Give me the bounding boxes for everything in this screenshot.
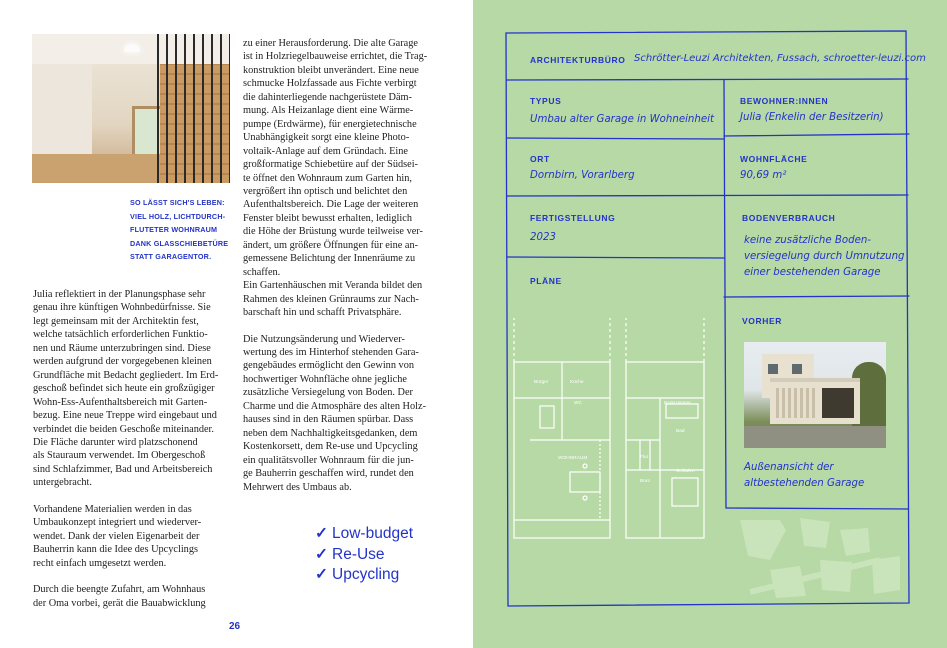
value-ort: Dornbirn, Vorarlberg — [530, 170, 635, 181]
plan-room-label: Bürger — [534, 380, 549, 385]
label-fertigstellung: FERTIGSTELLUNG — [530, 213, 616, 223]
divider-line — [507, 79, 908, 80]
checkmark-icon: ✓ — [315, 566, 328, 583]
plan-room-label: Küche — [570, 380, 584, 385]
value-bewohner: Julia (Enkelin der Besitzerin) — [740, 112, 884, 123]
label-typus: TYPUS — [530, 96, 562, 106]
divider-line — [724, 80, 726, 508]
divider-line — [724, 134, 909, 136]
site-plan — [740, 518, 900, 598]
value-wohnflaeche: 90,69 m² — [740, 170, 787, 181]
value-typus: Umbau alter Garage in Wohneinheit — [530, 114, 714, 125]
checkmark-icon: ✓ — [315, 525, 328, 542]
label-bewohner: BEWOHNER:INNEN — [740, 96, 829, 106]
value-fertigstellung: 2023 — [530, 232, 556, 243]
plan-room-label: Flur — [640, 455, 649, 460]
ground-floor-plan — [514, 318, 610, 538]
label-wohnflaeche: WOHNFLÄCHE — [740, 154, 808, 164]
plan-room-label: Badezimmer — [664, 401, 691, 406]
label-architekturbuero: ARCHITEKTURBÜRO — [530, 55, 626, 65]
plan-room-label: Büro — [640, 479, 651, 484]
divider-line — [507, 195, 908, 196]
label-bodenverbrauch: BODENVERBRAUCH — [742, 213, 836, 223]
label-ort: ORT — [530, 154, 550, 164]
label-plaene: PLÄNE — [530, 276, 562, 286]
divider-line — [726, 508, 908, 509]
paragraph: Julia reflektiert in der Planungsphase sehr genau ihre künftigen Wohnbedürfnisse. Sie legt gemeinsam mit der Architektin fest, welche tatsächlich erforderlichen Funktio- nen und Räume unterzubringen sind. Diese werden aufgrund der vorgegebenen kleinen Grundfläche mit Bedacht gegliedert. Im Erd- geschoß befindet sich heute ein großzügiger Wohn-Ess-Aufenthaltsbereich mit Garten- bezug. Eine neue Treppe wird eingebaut und verbindet die beiden Geschoße miteinander. Die Fläche darunter wird platzschonend als Stauraum verwendet. Im Obergeschoß sind Schlafzimmer, Bad und Arbeitsbereich untergebracht. — [33, 289, 219, 489]
label-vorher: VORHER — [742, 316, 782, 326]
plan-room-label: WC — [574, 401, 582, 406]
checklist-item: ✓ Re-Use — [315, 545, 413, 566]
page-number: 26 — [229, 621, 241, 632]
checklist-item: ✓ Upcycling — [315, 565, 413, 586]
photo-caption: SO LÄSST SICH'S LEBEN: VIEL HOLZ, LICHTDURCH- FLUTETER WOHNRAUM DANK GLASSCHIEBETÜRE STATT GARAGENTOR. — [130, 198, 229, 261]
paragraph: Durch die beengte Zufahrt, am Wohnhaus der Oma vorbei, gerät die Bauabwicklung — [33, 584, 206, 609]
divider-line — [507, 138, 724, 139]
plan-room-label: Bad — [676, 429, 685, 434]
plan-room-label: Schlafen — [676, 469, 695, 474]
divider-line — [507, 257, 724, 258]
paragraph: zu einer Herausforderung. Die alte Garage ist in Holzriegelbauweise errichtet, die Trag- konstruktion bleibt unverändert. Eine neue schmucke Holzfassade aus Fichte verbirgt die dahinterliegende nachgerüstete Däm- mung. Als Heizanlage dient eine Wärme- pumpe (Erdwärme), für energietechnische Unabhängigkeit sorgt eine kleine Photo- voltaik-Anlage auf dem Gründach. Eine großformatige Schiebetüre auf der Südsei- te öffnet den Wohnraum zum Garten hin, vergrößert ihn optisch und belichtet den Aufenthaltsbereich. Die Lage der weiteren Fenster bleibt bewusst erhalten, lediglich die Höhe der Brüstung wurde teilweise ver- ändert, um größere Öffnungen für eine an- gemessene Belichtung der Innenräume zu schaffen. Ein Gartenhäuschen mit Veranda bildet den Rahmen des kleinen Grünraums zur Nach- barschaft hin und schafft Privatsphäre. — [243, 38, 428, 319]
value-architekturbuero: Schrötter-Leuzi Architekten, Fussach, schroetter-leuzi.com — [634, 53, 926, 64]
paragraph: Vorhandene Materialien werden in das Umbaukonzept integriert und wiederver- wendet. Dank der vielen Eigenarbeit der Bauherrin kann die Idee des Upcyclings recht einfach umgesetzt werden. — [33, 503, 202, 569]
upper-floor-plan — [626, 318, 704, 538]
paragraph: Die Nutzungsänderung und Wiederver- wertung des im Hinterhof stehenden Gara- gengebäudes ermöglicht den Gewinn von hochwertiger Wohnfläche ohne jegliche zusätzliche Versiegelung von Boden. Der Charme und die Atmosphäre des alten Holz- hauses sind in den Räumen spürbar. Dass neben dem Nachhaltigkeitsgedanken, dem Kostenkorsett, dem Re-use und Upcycling ein qualitätsvoller Wohnraum für die jun- ge Bauherrin geschaffen wird, rundet den Mehrwert des Umbaus ab. — [243, 333, 427, 493]
checkmark-icon: ✓ — [315, 545, 328, 563]
floor-plans — [514, 318, 704, 538]
checklist-item: ✓ Low-budget — [315, 524, 413, 545]
vorher-caption: Außenansicht der altbestehenden Garage — [744, 462, 865, 489]
divider-line — [724, 296, 909, 297]
value-bodenverbrauch: keine zusätzliche Boden- versiegelung durch Umnutzung einer bestehenden Garage — [744, 235, 905, 278]
garage-before-photo — [744, 342, 886, 448]
plan-room-label: WOHNRAUM — [558, 456, 588, 461]
